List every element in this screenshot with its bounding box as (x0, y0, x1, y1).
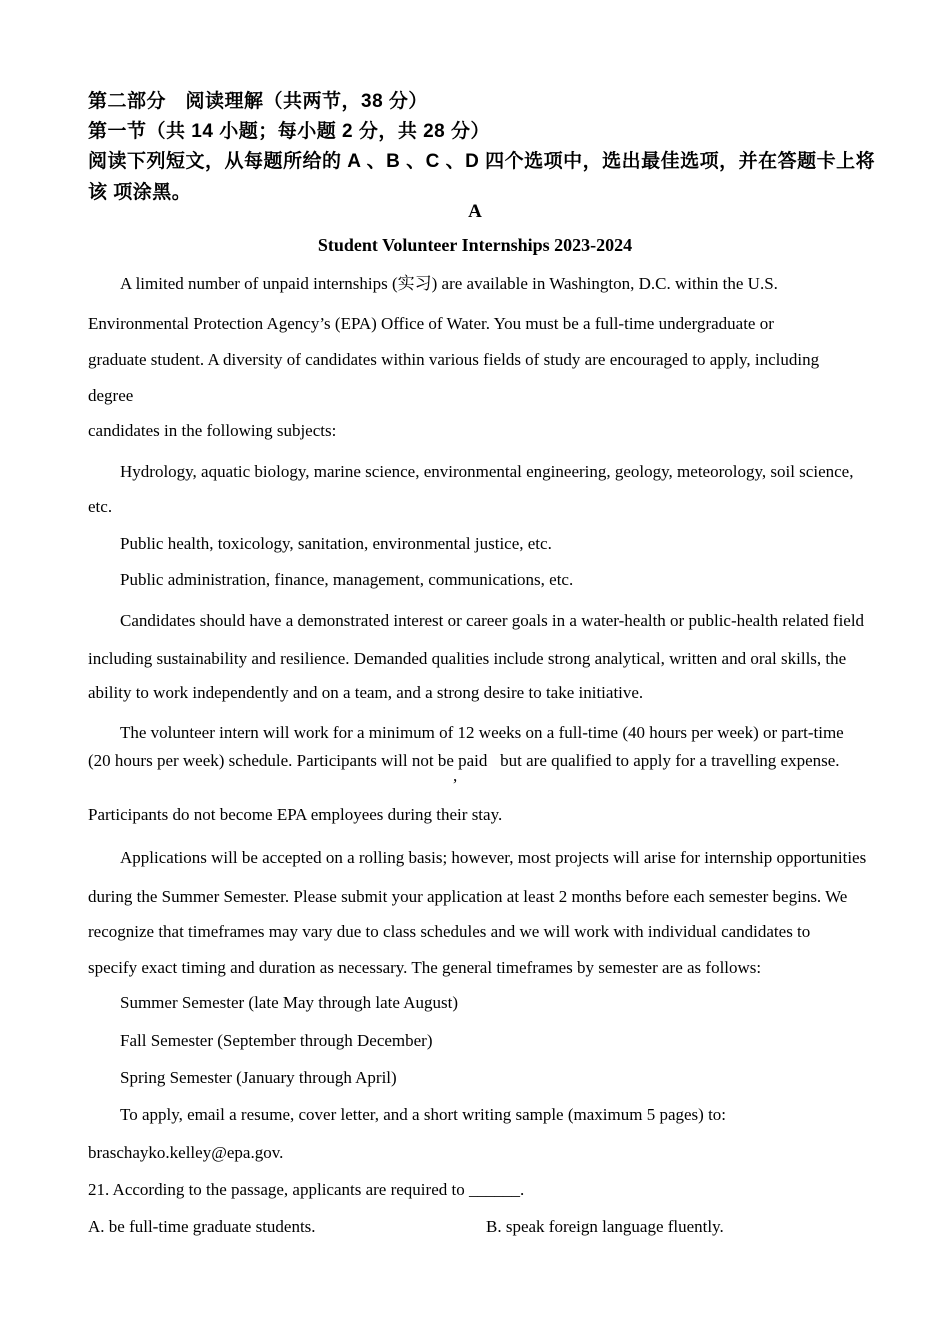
passage-line: Hydrology, aquatic biology, marine science, environmental engineering, geology, meteorology, soil science, (120, 462, 854, 481)
passage-line: specify exact timing and duration as necessary. The general timeframes by semester are as follows: (88, 958, 762, 977)
passage-line: Public administration, finance, management, communications, etc. (120, 570, 574, 589)
passage-line: recognize that timeframes may vary due to class schedules and we will work with individual candidates to (88, 922, 811, 941)
passage-line: Applications will be accepted on a rolling basis; however, most projects will arise for internship opportunities (120, 848, 867, 867)
passage-line: The volunteer intern will work for a minimum of 12 weeks on a full-time (40 hours per week) or part-time (120, 723, 844, 742)
passage-line: during the Summer Semester. Please submit your application at least 2 months before each semester begins. We (88, 887, 848, 906)
dropped-comma-artifact: , (453, 766, 458, 785)
passage-line-email: braschayko.kelley@epa.gov. (88, 1143, 284, 1162)
passage-line: Public health, toxicology, sanitation, environmental justice, etc. (120, 534, 552, 553)
passage-line: graduate student. A diversity of candidates within various fields of study are encouraged to apply, including (88, 350, 820, 369)
instructions-line-1: 阅读下列短文，从每题所给的 A 、B 、C 、D 四个选项中，选出最佳选项，并在答题卡上将 (88, 151, 876, 172)
passage-section-label: A (468, 201, 482, 222)
passage-line: etc. (88, 497, 113, 516)
passage-line: A limited number of unpaid internships (实习) are available in Washington, D.C. within the U.S. (120, 274, 778, 293)
question-21-option-a: A. be full-time graduate students. (88, 1217, 316, 1236)
question-21-option-b: B. speak foreign language fluently. (486, 1217, 724, 1236)
passage-line: including sustainability and resilience. Demanded qualities include strong analytical, written and oral skills, the (88, 649, 847, 668)
passage-line-fall-semester: Fall Semester (September through December) (120, 1031, 433, 1050)
passage-line: (20 hours per week) schedule. Participants will not be paid but are qualified to apply for a travelling expense. (88, 751, 840, 770)
passage-line: Participants do not become EPA employees during their stay. (88, 805, 503, 824)
instructions-line-2: 该 项涂黑。 (88, 182, 192, 203)
section-header-line-2: 第一节（共 14 小题；每小题 2 分，共 28 分） (88, 121, 491, 142)
passage-title: Student Volunteer Internships 2023-2024 (317, 235, 633, 255)
passage-line: degree (88, 386, 134, 405)
passage-line: Environmental Protection Agency’s (EPA) Office of Water. You must be a full-time undergraduate or (88, 314, 774, 333)
passage-line-spring-semester: Spring Semester (January through April) (120, 1068, 397, 1087)
section-header-line-1: 第二部分 阅读理解（共两节，38 分） (88, 91, 428, 112)
passage-line-summer-semester: Summer Semester (late May through late August) (120, 993, 459, 1012)
passage-line-apply-instruction: To apply, email a resume, cover letter, and a short writing sample (maximum 5 pages) to: (120, 1105, 727, 1124)
passage-line: Candidates should have a demonstrated interest or career goals in a water-health or public-health related field (120, 611, 865, 630)
question-21-stem: 21. According to the passage, applicants are required to ______. (88, 1180, 525, 1199)
passage-line: ability to work independently and on a team, and a strong desire to take initiative. (88, 683, 644, 702)
passage-line: candidates in the following subjects: (88, 421, 337, 440)
